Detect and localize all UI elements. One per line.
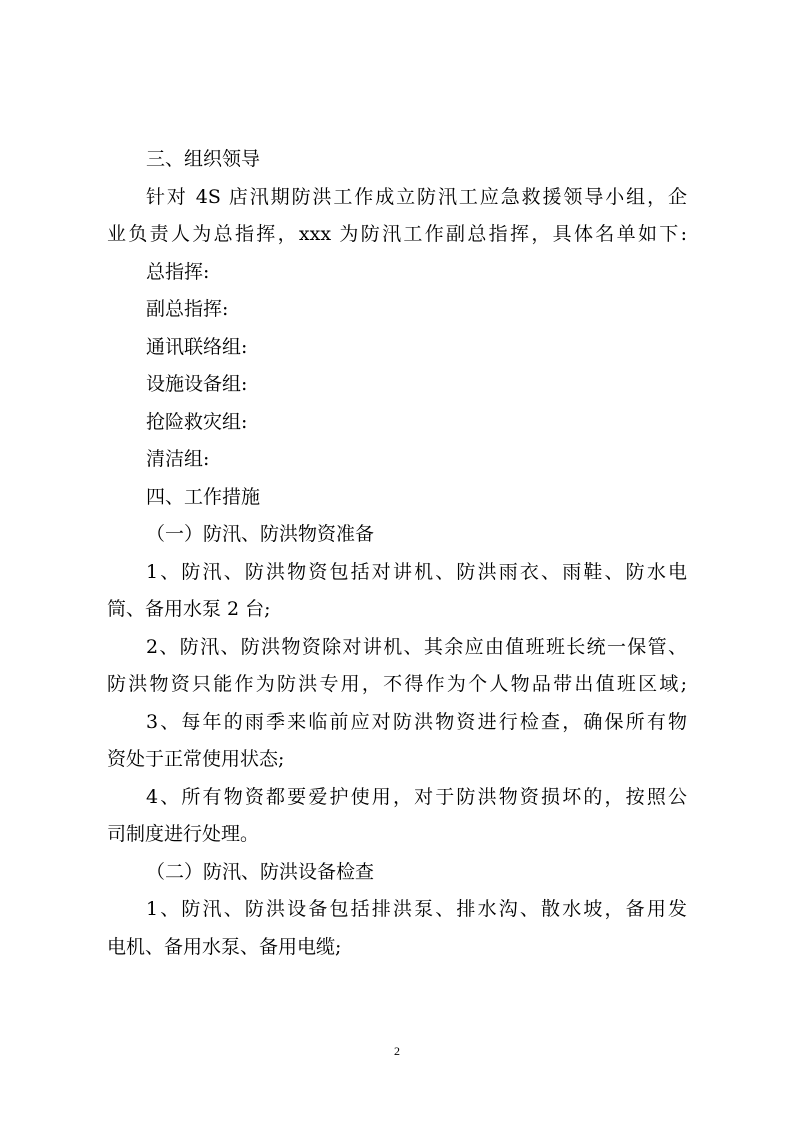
- paragraph-line: 司制度进行处理。: [107, 823, 260, 845]
- paragraph-line: 1、防汛、防洪物资包括对讲机、防洪雨衣、雨鞋、防水电: [146, 561, 687, 583]
- section-heading-measures: 四、工作措施: [146, 486, 261, 508]
- list-item-facility-group: 设施设备组:: [146, 373, 248, 395]
- subsection-heading-equipment: （二）防汛、防洪设备检查: [146, 861, 375, 883]
- paragraph-line: 防洪物资只能作为防洪专用，不得作为个人物品带出值班区域;: [107, 673, 687, 695]
- section-heading-organization: 三、组织领导: [146, 148, 261, 170]
- paragraph-line: 电机、备用水泵、备用电缆;: [107, 936, 342, 958]
- page-number: 2: [394, 1044, 400, 1058]
- list-item-commander: 总指挥:: [146, 261, 210, 283]
- paragraph-line: 2、防汛、防洪物资除对讲机、其余应由值班班长统一保管、: [146, 636, 687, 658]
- paragraph-line: 4、所有物资都要爱护使用，对于防洪物资损坏的，按照公: [146, 786, 687, 808]
- list-item-cleaning-group: 清洁组:: [146, 448, 210, 470]
- subsection-heading-supplies: （一）防汛、防洪物资准备: [146, 523, 375, 545]
- paragraph-line: 筒、备用水泵 2 台;: [107, 598, 271, 620]
- paragraph-line: 3、每年的雨季来临前应对防洪物资进行检查，确保所有物: [146, 711, 687, 733]
- paragraph-line: 资处于正常使用状态;: [107, 748, 285, 770]
- list-item-communication-group: 通讯联络组:: [146, 336, 248, 358]
- list-item-deputy-commander: 副总指挥:: [146, 298, 229, 320]
- paragraph-line: 业负责人为总指挥，xxx 为防汛工作副总指挥，具体名单如下:: [107, 223, 687, 245]
- paragraph-line: 针对 4S 店汛期防洪工作成立防汛工应急救援领导小组，企: [146, 186, 687, 208]
- list-item-rescue-group: 抢险救灾组:: [146, 411, 248, 433]
- paragraph-line: 1、防汛、防洪设备包括排洪泵、排水沟、散水坡，备用发: [146, 898, 687, 920]
